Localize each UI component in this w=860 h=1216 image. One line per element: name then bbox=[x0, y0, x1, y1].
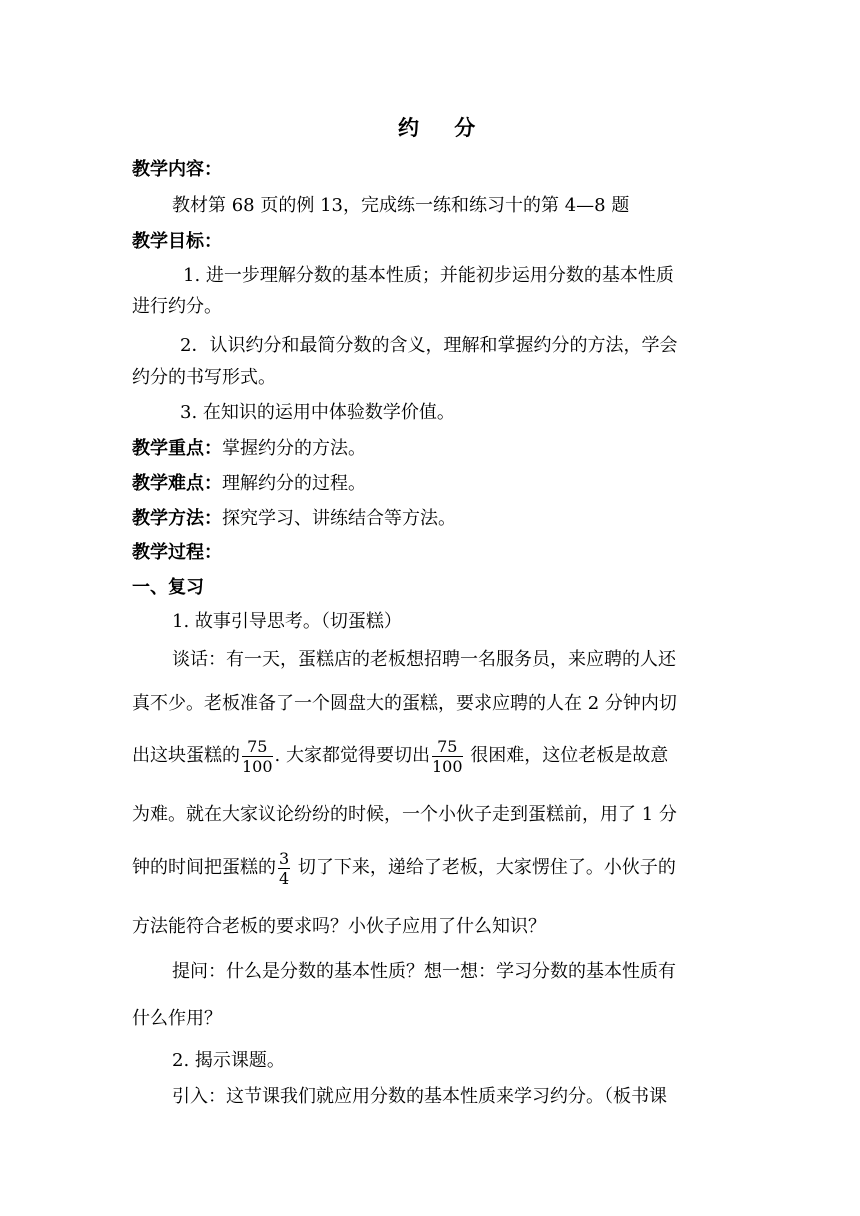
difficulty-text: 理解约分的过程。 bbox=[222, 473, 366, 494]
fraction-denominator: 100 bbox=[242, 756, 273, 776]
key-point bbox=[132, 437, 366, 461]
story-line-3-c: 很困难，这位老板是故意 bbox=[470, 745, 669, 766]
content-heading: 教学内容： bbox=[132, 159, 222, 180]
content-text: 教材第 68 页的例 13，完成练一练和练习十的第 4—8 题 bbox=[172, 195, 630, 216]
method-label: 教学方法： bbox=[132, 508, 222, 529]
fraction-numerator: 3 bbox=[279, 848, 290, 868]
process-heading: 教学过程： bbox=[132, 542, 222, 563]
story-line-5-a: 钟的时间把蛋糕的 bbox=[132, 857, 276, 878]
teaching-method bbox=[132, 507, 456, 531]
goal-1-line-2: 进行约分。 bbox=[132, 296, 222, 317]
story-line-3-b: . 大家都觉得要切出 bbox=[274, 745, 430, 766]
fraction-numerator: 75 bbox=[242, 737, 273, 757]
key-point-text: 掌握约分的方法。 bbox=[222, 438, 366, 459]
step-1: 1. 故事引导思考。（切蛋糕） bbox=[172, 611, 402, 632]
step-2: 2. 揭示课题。 bbox=[172, 1050, 285, 1071]
story-line-4: 为难。就在大家议论纷纷的时候，一个小伙子走到蛋糕前，用了 1 分 bbox=[132, 804, 677, 825]
story-line-3-a: 出这块蛋糕的 bbox=[132, 745, 240, 766]
fraction-denominator: 100 bbox=[432, 756, 463, 776]
difficulty-label: 教学难点： bbox=[132, 473, 222, 494]
story-line-5 bbox=[132, 846, 676, 890]
page-title: 约 分 bbox=[398, 116, 490, 140]
story-line-1: 谈话：有一天，蛋糕店的老板想招聘一名服务员，来应聘的人还 bbox=[172, 649, 676, 670]
question-line-1: 提问：什么是分数的基本性质？想一想：学习分数的基本性质有 bbox=[172, 961, 676, 982]
section-review-heading: 一、复习 bbox=[132, 577, 204, 598]
story-line-6: 方法能符合老板的要求吗？小伙子应用了什么知识？ bbox=[132, 916, 546, 937]
question-line-2: 什么作用？ bbox=[132, 1008, 222, 1029]
fraction-denominator: 4 bbox=[279, 868, 290, 888]
goals-heading: 教学目标： bbox=[132, 231, 222, 252]
method-text: 探究学习、讲练结合等方法。 bbox=[222, 508, 456, 529]
key-point-label: 教学重点： bbox=[132, 438, 222, 459]
difficulty bbox=[132, 472, 366, 496]
intro-line: 引入：这节课我们就应用分数的基本性质来学习约分。（板书课 bbox=[172, 1086, 667, 1107]
goal-1-line-1: 1. 进一步理解分数的基本性质；并能初步运用分数的基本性质 bbox=[183, 265, 674, 286]
story-line-3 bbox=[132, 734, 668, 778]
fraction-3-4 bbox=[278, 849, 290, 888]
story-line-5-b: 切了下来，递给了老板，大家愣住了。小伙子的 bbox=[297, 857, 676, 878]
goal-2-line-1: 2．认识约分和最简分数的含义，理解和掌握约分的方法，学会 bbox=[180, 335, 678, 356]
goal-2-line-2: 约分的书写形式。 bbox=[132, 367, 276, 388]
fraction-numerator: 75 bbox=[432, 737, 463, 757]
story-line-2: 真不少。老板准备了一个圆盘大的蛋糕，要求应聘的人在 2 分钟内切 bbox=[132, 693, 677, 714]
fraction-75-100-second bbox=[432, 737, 463, 776]
fraction-75-100-first bbox=[242, 737, 273, 776]
goal-3: 3. 在知识的运用中体验数学价值。 bbox=[180, 402, 455, 423]
